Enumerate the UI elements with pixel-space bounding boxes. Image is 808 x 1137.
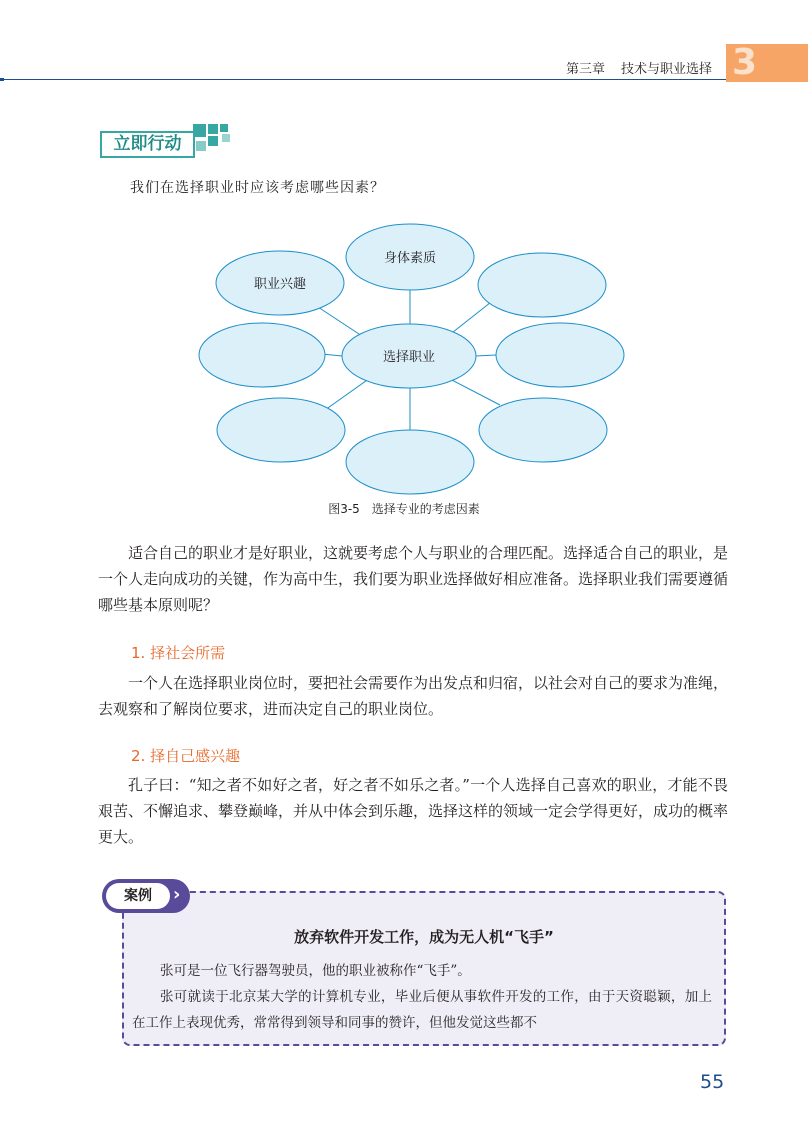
factor-label: 职业兴趣 xyxy=(253,277,307,292)
case-paragraph: 张可是一位飞行器驾驶员，他的职业被称作“飞手”。 xyxy=(160,963,471,979)
factor-node xyxy=(199,323,325,387)
connector-line xyxy=(325,378,370,410)
section-title: 2. 择自己感兴趣 xyxy=(131,747,241,765)
case-tag: 案例 xyxy=(106,883,170,909)
section-body: 孔子曰：“知之者不如好之者，好之者不如乐之者。”一个人选择自己喜欢的职业，才能不畏艰苦、不懈追求、攀登巅峰，并从中体会到乐趣，选择这样的领域一定会学得更好，成功的概率更大。 xyxy=(98,776,729,846)
section-title: 1. 择社会所需 xyxy=(131,644,226,662)
chevron-right-icon: › xyxy=(173,884,181,905)
case-title: 放弃软件开发工作，成为无人机“飞手” xyxy=(294,928,554,946)
connector-line xyxy=(448,378,500,405)
connector-line xyxy=(476,355,496,356)
connector-line xyxy=(315,305,365,338)
page-number: 55 xyxy=(700,1071,725,1093)
factor-label: 身体素质 xyxy=(383,251,437,266)
factor-node xyxy=(346,430,474,494)
action-label: 立即行动 xyxy=(100,131,195,158)
factor-node xyxy=(217,398,345,462)
intro-paragraph: 适合自己的职业才是好职业，这就要考虑个人与职业的合理匹配。选择适合自己的职业，是一个人走向成功的关键，作为高中生，我们要为职业选择做好相应准备。选择职业我们需要遵循哪些基本原则呢？ xyxy=(98,544,729,614)
factor-node xyxy=(479,398,607,462)
chapter-number: 3 xyxy=(732,42,758,83)
question-text: 我们在选择职业时应该考虑哪些因素？ xyxy=(130,180,385,196)
center-label: 选择职业 xyxy=(382,350,436,365)
chapter-title: 技术与职业选择 xyxy=(620,62,712,77)
figure-caption: 图3-5 选择专业的考虑因素 xyxy=(328,502,480,516)
factor-node xyxy=(496,323,624,387)
section-body: 一个人在选择职业岗位时，要把社会需要作为出发点和归宿，以社会对自己的要求为准绳，去观察和了解岗位要求，进而决定自己的职业岗位。 xyxy=(98,674,729,718)
chapter-label: 第三章 xyxy=(565,62,605,77)
factor-node xyxy=(478,253,606,317)
case-paragraph: 张可就读于北京某大学的计算机专业，毕业后便从事软件开发的工作，由于天资聪颖，加上在工作上表现优秀，常常得到领导和同事的赞许，但他发觉这些都不 xyxy=(132,989,712,1031)
